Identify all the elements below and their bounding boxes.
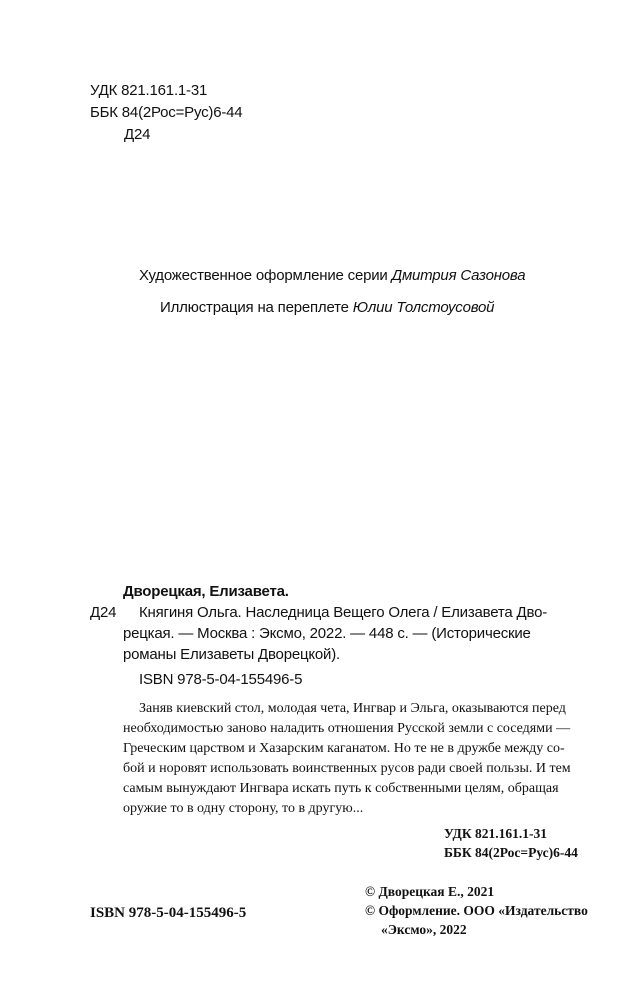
- annotation-line: необходимостью заново наладить отношения Русской земли с соседями —: [123, 721, 571, 736]
- series-design-credit: [139, 267, 525, 284]
- illustrator-name: Юлии Толстоусовой: [352, 299, 495, 316]
- copyright-author: © Дворецкая Е., 2021: [365, 884, 495, 899]
- annotation-line: Заняв киевский стол, молодая чета, Ингвар и Эльга, оказываются перед: [139, 701, 566, 716]
- cover-illustration-credit: [160, 299, 494, 316]
- annotation-line: самым вынуждают Ингвара искать путь к собственными целям, обращая: [123, 781, 559, 796]
- bib-author: Дворецкая, Елизавета.: [123, 583, 289, 600]
- annotation-line: оружие то в одну сторону, то в другую...: [123, 801, 364, 816]
- bbk-code: ББК 84(2Рос=Рус)6-44: [90, 104, 243, 121]
- author-mark: Д24: [124, 126, 151, 143]
- illustration-prefix: Иллюстрация на переплете: [160, 299, 349, 316]
- bottom-bbk-code: ББК 84(2Рос=Рус)6-44: [444, 845, 578, 860]
- copyright-design-line: «Эксмо», 2022: [381, 922, 467, 937]
- bib-line: рецкая. — Москва : Эксмо, 2022. — 448 с. — (Исторические: [123, 625, 531, 642]
- bottom-udk-code: УДК 821.161.1-31: [444, 826, 547, 841]
- series-design-prefix: Художественное оформление серии: [139, 267, 388, 284]
- copyright-design-line: © Оформление. ООО «Издательство: [365, 903, 588, 918]
- bib-isbn: ISBN 978-5-04-155496-5: [139, 671, 303, 688]
- bib-author-mark: Д24: [90, 604, 117, 621]
- series-designer-name: Дмитрия Сазонова: [391, 267, 526, 284]
- footer-isbn: ISBN 978-5-04-155496-5: [90, 905, 247, 921]
- bib-line: романы Елизаветы Дворецкой).: [123, 646, 340, 663]
- annotation-line: бой и норовят использовать воинственных русов ради своей пользы. И тем: [123, 761, 571, 776]
- bib-line: Княгиня Ольга. Наследница Вещего Олега / Елизавета Дво-: [139, 604, 548, 621]
- annotation-line: Греческим царством и Хазарским каганатом. Но те не в дружбе между со-: [123, 741, 565, 756]
- udk-code: УДК 821.161.1-31: [90, 82, 208, 99]
